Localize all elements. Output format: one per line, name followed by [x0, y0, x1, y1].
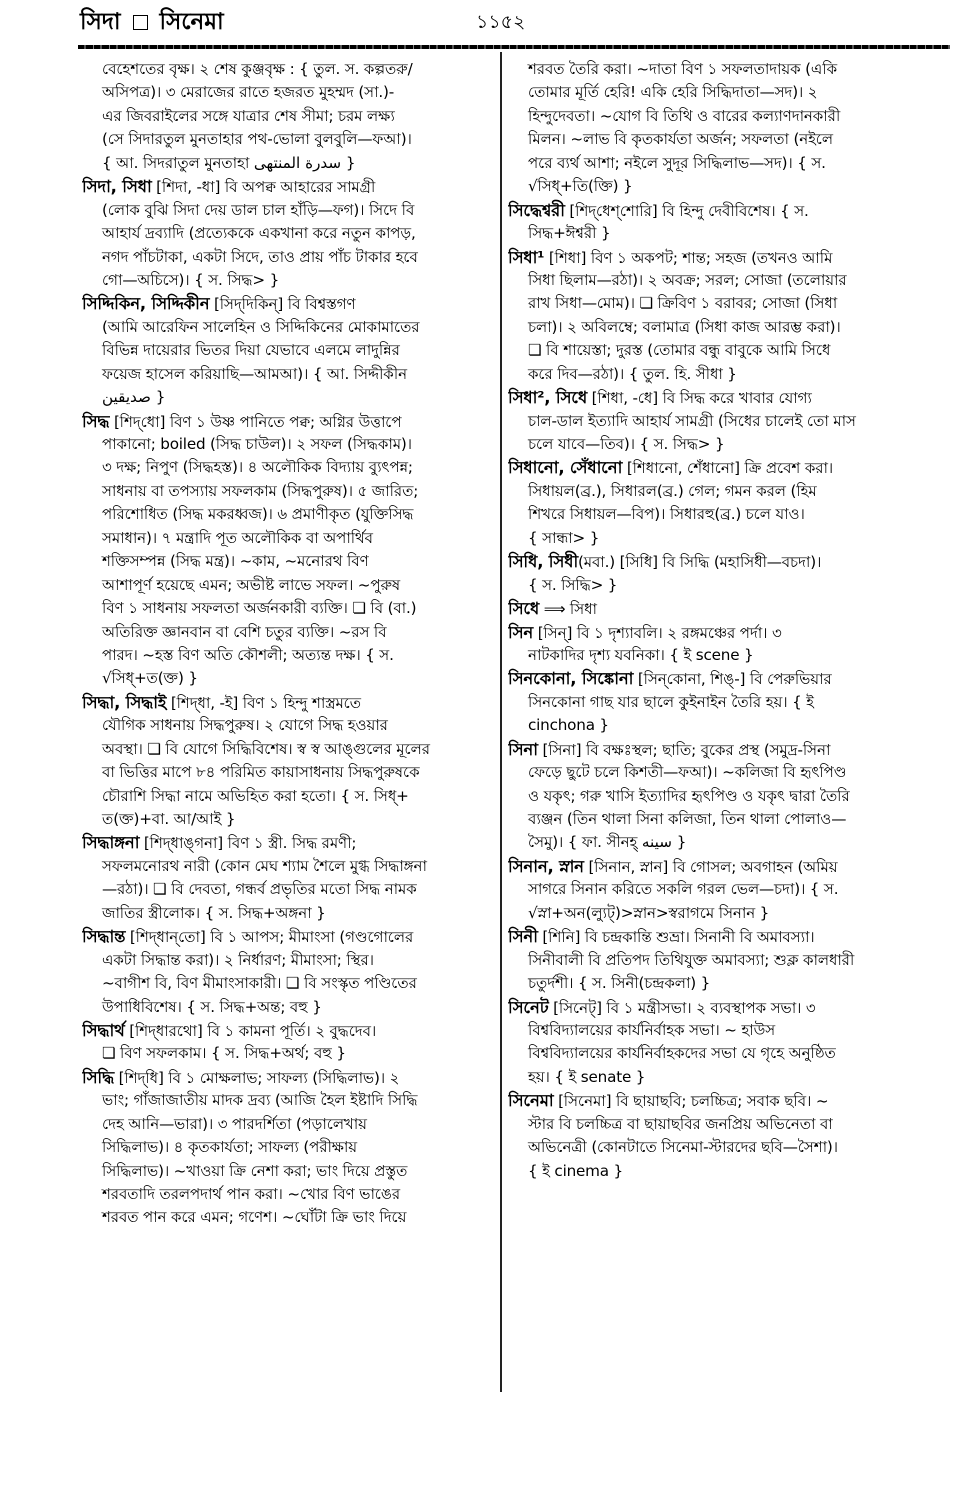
definition-text: নাটকাদির দৃশ্য যবনিকা। { ই scene }: [528, 645, 754, 664]
definition-text: সৈমু)। { ফা. সীনহ্ سينه }: [528, 833, 687, 852]
definition-text: [শিদ্‌ধো] বিণ ১ উষ্ণ পানিতে পক্ব; অগ্নির উত্তাপে: [109, 412, 402, 431]
definition-text: সিদ্ধিলাভ)। ~খাওয়া ক্রি নেশা করা; ভাং দিয়ে প্রস্তুত: [102, 1161, 408, 1180]
entry-line: [508, 831, 944, 854]
definition-text: [শিদ্‌ধাঙ্‌গনা] বিণ ১ স্ত্রী. সিদ্ধ রমণী;: [139, 834, 357, 853]
definition-text: [শিধা, -ধে] বি সিদ্ধ করে খাবার যোগ্য: [587, 389, 812, 408]
definition-text: { সান্ধা> }: [528, 528, 600, 547]
headword: সিধা², সিধে: [508, 388, 587, 408]
entry-line: [82, 621, 496, 644]
definition-text: বিণ ১ সাধনায় সফলতা অর্জনকারী ব্যক্তি। ❏ বি (বা.): [102, 599, 417, 618]
entry-line: [82, 339, 496, 362]
headword: সিন: [508, 622, 534, 642]
entry-line: [508, 128, 944, 151]
entry-line: [508, 433, 944, 456]
entry-line: [508, 902, 944, 925]
page-header: [80, 2, 940, 42]
entry-headline: [508, 667, 944, 690]
entry-headline: [508, 1089, 944, 1112]
entry-line: [508, 152, 944, 175]
definition-text: ~বাগীশ বি, বিণ মীমাংসাকারী। ❏ বি সংস্কৃত পণ্ডিতের: [102, 974, 417, 993]
entry-line: [508, 1019, 944, 1042]
definition-text: √সিধ্+তি(ক্তি) }: [528, 177, 633, 196]
definition-text: বিশ্ববিদ্যালয়ের কার্যনির্বাহক সভা। ~ হাউস: [528, 1020, 776, 1039]
definition-text: সিদ্ধিলাভ)। ৪ কৃতকার্যতা; সাফল্য (পরীক্ষায়: [102, 1138, 357, 1157]
definition-text: [শিদ্‌ধি] বি ১ মোক্ষলাভ; সাফল্য (সিদ্ধিলাভ)। ২: [114, 1068, 400, 1087]
entry-line: [82, 996, 496, 1019]
headword: সিনকোনা, সিঙ্কোনা: [508, 669, 634, 689]
definition-text: এর জিবরাইলের সঙ্গে যাত্রার শেষ সীমা; চরম লক্ষ্য: [102, 106, 395, 125]
headword: সিদ্ধি: [82, 1067, 115, 1087]
entry-line: [82, 738, 496, 761]
entry-line: [508, 410, 944, 433]
definition-text: করে দিব—রঠা)। { তুল. হি. সীধা }: [528, 364, 737, 383]
definition-text: যৌগিক সাধনায় সিদ্ধপুরুষ। ২ যোগে সিদ্ধ হওয়ার: [102, 716, 388, 735]
entry-headline: [508, 621, 944, 644]
definition-text: [শিদা, -ধা] বি অপক্ব আহারের সামগ্রী: [151, 178, 376, 197]
definition-text: পারদ। ~হস্ত বিণ অতি কৌশলী; অত্যন্ত দক্ষ। { স.: [102, 645, 394, 664]
headword: সিনেমা: [508, 1091, 554, 1111]
entry-line: [508, 58, 944, 81]
headword: সিধানো, সেঁধানো: [508, 458, 623, 478]
entry-line: [82, 902, 496, 925]
headword: সিধা¹: [508, 247, 545, 267]
entry-line: [82, 714, 496, 737]
entry-line: [508, 714, 944, 737]
guide-word-first: সিদা: [80, 9, 121, 35]
headword: সিদ্ধ: [82, 411, 110, 431]
entry-headline: [508, 855, 944, 878]
definition-text: ও যকৃৎ; গরু খাসি ইত্যাদির হৃৎপিণ্ড ও যকৃৎ দ্বারা তৈরি: [528, 786, 850, 805]
definition-text: (লোক বুঝি সিদা দেয় ডাল চাল হাঁড়ি—ফগ)। সিদে বি: [102, 200, 415, 219]
entry-line: [82, 222, 496, 245]
definition-text: নগদ পাঁচটাকা, একটা সিদে, তাও প্রায় পাঁচ টাকার হবে: [102, 247, 418, 266]
definition-text: [সিনেট্] বি ১ মন্ত্রীসভা। ২ ব্যবস্থাপক সভা। ৩: [548, 998, 816, 1017]
headword: সিদ্ধেশ্বরী: [508, 200, 565, 220]
entry-line: [82, 808, 496, 831]
entry-line: [82, 949, 496, 972]
definition-text: [শিদ্‌ধারথো] বি ১ কামনা পূর্তি। ২ বুদ্ধদেব।: [124, 1021, 377, 1040]
entry-line: [82, 58, 496, 81]
definition-text: দেহ আনি—ভারা)। ৩ পারদর্শিতা (পড়ালেখায়: [102, 1114, 367, 1133]
entry-line: [508, 105, 944, 128]
entry-headline: [508, 386, 944, 409]
entry-line: [82, 761, 496, 784]
definition-text: √স্না+অন(ল্যুট্)>স্নান>স্বরাগমে সিনান }: [528, 903, 770, 922]
headword: সিনান, স্নান: [508, 856, 584, 876]
entry-headline: [82, 292, 496, 315]
definition-text: ফয়েজ হাসেল করিয়াছি—আমআ)। { আ. সিদ্দীকীন: [102, 364, 407, 383]
entry-line: [82, 480, 496, 503]
definition-text: সমাধান)। ৭ মন্ত্রাদি পূত অলৌকিক বা অপার্থিব: [102, 528, 373, 547]
entry-line: [508, 949, 944, 972]
definition-text: অভিনেত্রী (কোনটাতে সিনেমা-স্টারদের ছবি—সৈশা)।: [528, 1138, 838, 1157]
entry-line: [82, 199, 496, 222]
entry-line: [508, 339, 944, 362]
definition-text: (মবা.) [সিধি] বি সিদ্ধি (মহাসিধী—বচদা)।: [578, 553, 822, 572]
definition-text: চলা)। ২ অবিলম্বে; বলামাত্র (সিধা কাজ আরম্ভ করা)।: [528, 317, 841, 336]
definition-text: ❏ বিণ সফলকাম। { স. সিদ্ধ+অর্থ; বহু }: [102, 1044, 346, 1063]
entry-headline: [82, 1066, 496, 1089]
definition-text: চৌরাশি সিদ্ধা নামে অভিহিত করা হতো। { স. সিধ্+: [102, 786, 409, 805]
definition-text: শক্তিসম্পন্ন (সিদ্ধ মন্ত্র)। ~কাম, ~মনোরথ বিণ: [102, 552, 369, 571]
definition-text: [সিনেমা] বি ছায়াছবি; চলচ্চিত্র; সবাক ছবি। ~: [553, 1092, 829, 1111]
definition-text: অবস্থা। ❏ বি যোগে সিদ্ধিবিশেষ। স্ব স্ব আঙ্গুলের মূলের: [102, 739, 430, 758]
definition-text: সিনীবালী বি প্রতিপদ তিথিযুক্ত অমাবস্যা; শুক্ল কালধারী: [528, 950, 855, 969]
definition-text: একটা সিদ্ধান্ত করা)। ২ নির্ধারণ; মীমাংসা; স্থির।: [102, 950, 374, 969]
entry-line: [508, 363, 944, 386]
definition-text: { আ. সিদরাতুল মুনতাহা سدرة المنتهى }: [102, 153, 356, 172]
definition-text: সিনকোনা গাছ যার ছালে কুইনাইন তৈরি হয়। { ই: [528, 692, 814, 711]
definition-text: সাগরে সিনান করিতে সকলি গরল ভেল—চদা)। { স.: [528, 880, 839, 899]
definition-text: cinchona }: [528, 716, 609, 735]
entry-line: [82, 503, 496, 526]
entry-line: [82, 1136, 496, 1159]
definition-text: { স. সিদ্ধি> }: [528, 575, 618, 594]
definition-text: ৩ দক্ষ; নিপুণ (সিদ্ধহস্ত)। ৪ অলৌকিক বিদ্যায় ব্যুৎপন্ন;: [102, 458, 413, 477]
entry-line: [82, 433, 496, 456]
entry-line: [82, 246, 496, 269]
entry-line: [508, 574, 944, 597]
entry-line: [82, 128, 496, 151]
entry-line: [508, 761, 944, 784]
entry-line: [82, 386, 496, 409]
definition-text: √সিধ্+ত(ক্ত) }: [102, 669, 198, 688]
definition-text: { ই cinema }: [528, 1161, 623, 1180]
entry-line: [82, 1113, 496, 1136]
entry-line: [82, 644, 496, 667]
entry-headline: [82, 175, 496, 198]
entry-line: [82, 456, 496, 479]
entry-line: [508, 503, 944, 526]
definition-text: [শিধা] বিণ ১ অকপট; শান্ত; সহজ (তখনও আমি: [544, 248, 833, 267]
definition-text: [সিনান, স্নান] বি গোসল; অবগাহন (অমিয়: [583, 857, 838, 876]
definition-text: সিদ্ধ+ঈশ্বরী }: [528, 224, 611, 243]
entry-line: [508, 1066, 944, 1089]
definition-text: শরবত পান করে এমন; গণেশ। ~ঘোঁটা ক্রি ভাং দিয়ে: [102, 1208, 407, 1227]
entry-line: [82, 269, 496, 292]
entry-line: [508, 269, 944, 292]
entry-line: [82, 1206, 496, 1229]
definition-text: সফলমনোরথ নারী (কোন মেঘ শ্যাম শৈলে মুগ্ধ সিদ্ধাঙ্গনা: [102, 856, 427, 875]
entry-line: [82, 363, 496, 386]
entry-line: [508, 1113, 944, 1136]
headword: সিধে: [508, 599, 540, 619]
definition-text: পরিশোধিত (সিদ্ধ মকরধ্বজ)। ৬ প্রমাণীকৃত (যুক্তিসিদ্ধ: [102, 505, 414, 524]
definition-text: ভাং; গাঁজাজাতীয় মাদক দ্রব্য (আজি হৈল ইষ্টাদি সিদ্ধি: [102, 1091, 418, 1110]
entry-line: [82, 855, 496, 878]
guide-word-last: সিনেমা: [159, 9, 224, 35]
entry-line: [508, 316, 944, 339]
headword: সিনা: [508, 739, 538, 759]
definition-text: তোমার মূর্তি হেরি! একি হেরি সিদ্ধিদাতা—সদ)। ২: [528, 83, 818, 102]
entry-headline: [508, 925, 944, 948]
entry-line: [82, 785, 496, 808]
entry-line: [82, 81, 496, 104]
entry-line: [508, 1160, 944, 1183]
entry-headline: [82, 410, 496, 433]
definition-text: বেহেশতের বৃক্ষ। ২ শেষ কুঞ্জবৃক্ষ : { তুল. স. কল্পতরু/: [102, 60, 413, 78]
definition-text: সাধনায় বা তপস্যায় সফলকাম (সিদ্ধপুরুষ)। ৫ জারিত;: [102, 481, 419, 500]
entry-line: [82, 1183, 496, 1206]
entry-line: [508, 878, 944, 901]
definition-text: [শিদ্‌ধান্‌তো] বি ১ আপস; মীমাংসা (গণ্ডগোলের: [125, 928, 414, 947]
entry-headline: [82, 925, 496, 948]
headword: সিদ্ধার্থ: [82, 1020, 125, 1040]
definition-text: চলে যাবে—তিব)। { স. সিদ্ধ> }: [528, 435, 725, 453]
definition-text: চতুর্দশী। { স. সিনী(চন্দ্রকলা) }: [528, 974, 711, 993]
entry-line: [508, 1136, 944, 1159]
definition-text: ⟹ সিধা: [539, 600, 597, 619]
page-number: ১১৫২: [476, 11, 526, 33]
entry-line: [508, 175, 944, 198]
headword: সিদ্ধান্ত: [82, 927, 126, 947]
definition-text: [সিদ্‌দিকিন্] বি বিশ্বস্তগণ: [209, 295, 356, 314]
definition-text: [শিধানো, শেঁধানো] ক্রি প্রবেশ করা।: [622, 459, 834, 478]
definition-text: ব্যঞ্জন (তিন থালা সিনা কলিজা, তিন থালা পোলাও—: [528, 810, 847, 828]
headword: সিধি, সিধী: [508, 552, 578, 572]
definition-text: অসিপত্র)। ৩ মেরাজের রাতে হজরত মুহম্মদ (সা.)-: [102, 83, 395, 102]
entry-line: [82, 527, 496, 550]
guide-words: [80, 2, 224, 42]
definition-text: আহার্য দ্রব্যাদি (প্রত্যেককে একখানা করে নতুন কাপড়,: [102, 224, 416, 243]
entry-line: [82, 1042, 496, 1065]
entry-headline: [508, 456, 944, 479]
headword: সিনেট: [508, 997, 549, 1017]
entry-line: [508, 785, 944, 808]
entry-line: [508, 222, 944, 245]
definition-text: শরবতাদি তরলপদার্থ পান করা। ~খোর বিণ ভাঙের: [102, 1185, 400, 1203]
entry-line: [82, 1160, 496, 1183]
headword: সিদ্ধা, সিদ্ধাই: [82, 692, 167, 712]
column-divider: [500, 52, 502, 1392]
definition-text: আশাপূর্ণ হয়েছে এমন; অভীষ্ট লাভে সফল। ~পুরুষ: [102, 575, 401, 594]
definition-text: [সিন্‌কোনা, শিঙ্-] বি পেরুভিয়ার: [633, 670, 832, 689]
entry-line: [82, 316, 496, 339]
entry-line: [508, 691, 944, 714]
definition-text: বা ভিত্তির মাপে ৮৪ পরিমিত কায়াসাধনায় সিদ্ধপুরুষকে: [102, 763, 420, 782]
definition-text: —রঠা)। ❏ বি দেবতা, গন্ধর্ব প্রভৃতির মতো সিদ্ধ নামক: [102, 880, 417, 899]
entry-line: [508, 1042, 944, 1065]
definition-text: স্টার বি চলচ্চিত্র বা ছায়াছবির জনপ্রিয় অভিনেতা বা: [528, 1114, 833, 1133]
headword: সিদা, সিধা: [82, 177, 152, 197]
definition-text: মিলন। ~লাভ বি কৃতকার্যতা অর্জন; সফলতা (নইলে: [528, 130, 833, 149]
header-rule: [78, 45, 950, 49]
entry-headline: [82, 691, 496, 714]
definition-text: রাখ সিধা—মোম)। ❏ ক্রিবিণ ১ বরাবর; সোজা (সিধা: [528, 294, 838, 313]
definition-text: (সে সিদারতুল মুনতাহার পথ-ভোলা বুলবুলি—ফআ)।: [102, 130, 412, 149]
definition-text: সিধা ছিলাম—রঠা)। ২ অবক্র; সরল; সোজা (তলোয়ার: [528, 270, 847, 289]
definition-text: গো—অচিসে)। { স. সিদ্ধ> }: [102, 270, 280, 289]
entry-line: [508, 972, 944, 995]
entry-headline: [508, 597, 944, 620]
definition-text: উপাধিবিশেষ। { স. সিদ্ধ+অন্ত; বহু }: [102, 997, 322, 1016]
headword: সিদ্ধাঙ্গনা: [82, 833, 140, 853]
entry-headline: [508, 738, 944, 761]
guide-separator-box: [133, 15, 148, 30]
entry-line: [82, 667, 496, 690]
entry-headline: [508, 199, 944, 222]
entry-headline: [82, 1019, 496, 1042]
entry-line: [508, 644, 944, 667]
definition-text: সিধায়ল(ব্র.), সিধারল(ব্র.) গেল; গমন করল (হিম: [528, 481, 817, 500]
definition-text: ত(ক্ত)+বা. আ/আই }: [102, 810, 236, 828]
definition-text: জাতির স্ত্রীলোক। { স. সিদ্ধ+অঙ্গনা }: [102, 903, 326, 922]
entry-line: [508, 81, 944, 104]
definition-text: [শিদ্‌ধেশ্‌শোরি] বি হিন্দু দেবীবিশেষ। { স.: [564, 201, 809, 220]
definition-text: (আমি আরেফিন সালেহিন ও সিদ্দিকিনের মোকামাতের: [102, 317, 420, 336]
definition-text: পাকানো; boiled (সিদ্ধ চাউল)। ২ সফল (সিদ্ধকাম)।: [102, 435, 412, 453]
entry-line: [82, 597, 496, 620]
definition-text: পরে ব্যর্থ আশা; নইলে সুদূর সিদ্ধিলাভ—সদ)। { স.: [528, 153, 826, 172]
headword: সিদ্দিকিন, সিদ্দিকীন: [82, 294, 210, 314]
definition-text: শরবত তৈরি করা। ~দাতা বিণ ১ সফলতাদায়ক (একি: [528, 60, 838, 78]
definition-text: চাল-ডাল ইত্যাদি আহার্য সামগ্রী (সিধের চালেই তো মাস: [528, 411, 856, 430]
definition-text: صديقين }: [102, 388, 166, 407]
entry-headline: [508, 246, 944, 269]
left-column: [82, 58, 496, 1230]
entry-headline: [508, 550, 944, 573]
entry-line: [508, 808, 944, 831]
entry-line: [82, 152, 496, 175]
definition-text: [সিন্] বি ১ দৃশ্যাবলি। ২ রঙ্গমঞ্চের পর্দা। ৩: [533, 623, 782, 642]
definition-text: [শিদ্‌ধা, -ই] বিণ ১ হিন্দু শাস্ত্রমতে: [166, 693, 361, 712]
definition-text: [সিনা] বি বক্ষঃস্থল; ছাতি; বুকের প্রস্থ (সমুদ্র-সিনা: [537, 740, 831, 759]
entry-headline: [82, 831, 496, 854]
definition-text: বিশ্ববিদ্যালয়ের কার্যনির্বাহকদের সভা যে গৃহে অনুষ্ঠিত: [528, 1044, 836, 1063]
entry-line: [508, 480, 944, 503]
entry-headline: [508, 996, 944, 1019]
entry-line: [82, 878, 496, 901]
entry-line: [508, 527, 944, 550]
definition-text: ❏ বি শায়েস্তা; দুরস্ত (তোমার বন্ধু বাবুকে আমি সিধে: [528, 341, 831, 360]
entry-line: [508, 292, 944, 315]
right-column: [508, 58, 944, 1183]
definition-text: অতিরিক্ত জ্ঞানবান বা বেশি চতুর ব্যক্তি। ~রস বি: [102, 622, 387, 641]
entry-line: [82, 574, 496, 597]
headword: সিনী: [508, 927, 538, 947]
entry-line: [82, 105, 496, 128]
entry-line: [82, 1089, 496, 1112]
entry-line: [82, 972, 496, 995]
definition-text: হিন্দুদেবতা। ~যোগ বি তিথি ও বারের কল্যাণদানকারী: [528, 106, 841, 125]
entry-line: [82, 550, 496, 573]
definition-text: [শিনি] বি চন্দ্রকান্তি শুভ্রা। সিনানী বি অমাবস্যা।: [537, 928, 815, 947]
definition-text: ফেড়ে ছুটে চলে কিশতী—ফআ)। ~কলিজা বি হৃৎপিণ্ড: [528, 763, 847, 782]
definition-text: শিখরে সিধায়ল—বিপ)। সিধারহু(ব্র.) চলে যাও।: [528, 505, 805, 524]
definition-text: বিভিন্ন দায়েরার ভিতর দিয়া যেভাবে এলমে লাদুন্নির: [102, 341, 400, 360]
definition-text: হয়। { ই senate }: [528, 1067, 646, 1086]
